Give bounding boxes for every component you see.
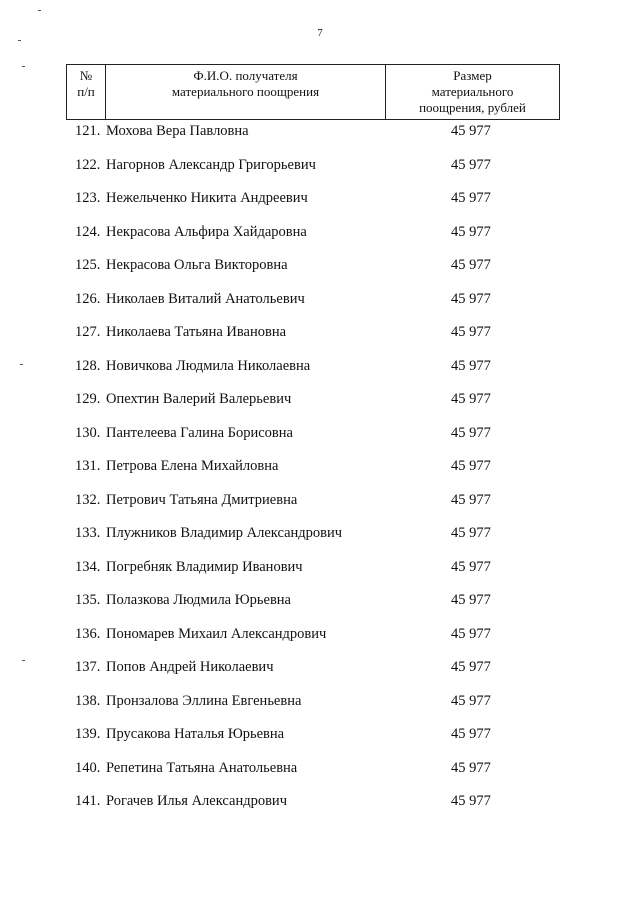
- award-amount: 45 977: [451, 726, 491, 742]
- header-amount-label: Размер: [453, 68, 492, 83]
- table-row: [0, 790, 640, 824]
- table-row: [0, 154, 640, 188]
- recipient-name: Некрасова Ольга Викторовна: [106, 257, 288, 273]
- award-amount: 45 977: [451, 223, 491, 240]
- row-number: 138.: [75, 692, 101, 709]
- recipient-name: Николаев Виталий Анатольевич: [106, 290, 305, 307]
- award-amount: 45 977: [451, 659, 491, 675]
- scan-speck: [22, 66, 25, 67]
- table-row: [0, 589, 640, 623]
- row-number: 141.: [75, 793, 101, 809]
- table-row: [0, 422, 640, 456]
- recipients-list: [0, 120, 640, 824]
- award-amount: 45 977: [451, 525, 491, 541]
- award-amount: 45 977: [451, 156, 491, 173]
- recipient-name: Рогачев Илья Александрович: [106, 793, 287, 809]
- row-number: 130.: [75, 424, 101, 441]
- table-row: [0, 254, 640, 288]
- header-number-label: №: [79, 68, 93, 83]
- row-number: 129.: [75, 391, 101, 407]
- award-amount: 45 977: [451, 257, 491, 273]
- recipient-name: Опехтин Валерий Валерьевич: [106, 391, 292, 407]
- recipient-name: Репетина Татьяна Анатольевна: [106, 759, 298, 776]
- table-row: [0, 522, 640, 556]
- recipient-name: Плужников Владимир Александрович: [106, 525, 343, 541]
- row-number: 132.: [75, 491, 101, 508]
- row-number: 140.: [75, 759, 101, 776]
- award-amount: 45 977: [451, 190, 491, 206]
- table-row: [0, 355, 640, 389]
- recipient-name: Новичкова Людмила Николаевна: [106, 357, 311, 374]
- recipient-name: Нагорнов Александр Григорьевич: [106, 156, 316, 173]
- award-amount: 45 977: [451, 424, 491, 441]
- header-amount-column: [385, 65, 559, 119]
- table-row: [0, 288, 640, 322]
- award-amount: 45 977: [451, 625, 491, 642]
- row-number: 123.: [75, 190, 101, 206]
- header-name-column: [105, 65, 385, 119]
- award-amount: 45 977: [451, 558, 491, 575]
- table-row: [0, 690, 640, 724]
- table-row: [0, 656, 640, 690]
- recipient-name: Петрова Елена Михайловна: [106, 458, 279, 474]
- award-amount: 45 977: [451, 759, 491, 776]
- recipient-name: Мохова Вера Павловна: [106, 123, 249, 139]
- award-amount: 45 977: [451, 491, 491, 508]
- row-number: 125.: [75, 257, 101, 273]
- row-number: 126.: [75, 290, 101, 307]
- page-number: 7: [317, 27, 323, 39]
- table-row: [0, 455, 640, 489]
- recipient-name: Петрович Татьяна Дмитриевна: [106, 491, 298, 508]
- table-row: [0, 723, 640, 757]
- recipient-name: Погребняк Владимир Иванович: [106, 558, 303, 575]
- row-number: 124.: [75, 223, 101, 240]
- recipient-name: Николаева Татьяна Ивановна: [106, 324, 287, 340]
- table-row: [0, 187, 640, 221]
- recipient-name: Прусакова Наталья Юрьевна: [106, 726, 285, 742]
- header-name-label: Ф.И.О. получателя: [193, 68, 298, 83]
- table-header: [66, 64, 560, 120]
- row-number: 136.: [75, 625, 101, 642]
- row-number: 121.: [75, 123, 101, 139]
- award-amount: 45 977: [451, 357, 491, 374]
- table-row: [0, 120, 640, 154]
- award-amount: 45 977: [451, 793, 491, 809]
- header-number-column: [67, 65, 105, 119]
- recipient-name: Пономарев Михаил Александрович: [106, 625, 327, 642]
- row-number: 131.: [75, 458, 101, 474]
- row-number: 139.: [75, 726, 101, 742]
- award-amount: 45 977: [451, 458, 491, 474]
- scan-speck: [38, 10, 41, 11]
- header-amount-unit: поощрения, рублей: [419, 100, 526, 115]
- award-amount: 45 977: [451, 391, 491, 407]
- header-number-sublabel: п/п: [77, 84, 95, 99]
- header-name-sublabel: материального поощрения: [171, 84, 320, 99]
- row-number: 135.: [75, 592, 101, 608]
- row-number: 134.: [75, 558, 101, 575]
- row-number: 133.: [75, 525, 101, 541]
- recipient-name: Некрасова Альфира Хайдаровна: [106, 223, 307, 240]
- table-row: [0, 321, 640, 355]
- header-amount-sublabel: материального: [431, 84, 514, 99]
- recipient-name: Пантелеева Галина Борисовна: [106, 424, 293, 441]
- row-number: 128.: [75, 357, 101, 374]
- award-amount: 45 977: [451, 324, 491, 340]
- row-number: 127.: [75, 324, 101, 340]
- award-amount: 45 977: [451, 692, 491, 709]
- award-amount: 45 977: [451, 592, 491, 608]
- award-amount: 45 977: [451, 290, 491, 307]
- table-row: [0, 556, 640, 590]
- row-number: 122.: [75, 156, 101, 173]
- recipient-name: Нежельченко Никита Андреевич: [106, 190, 308, 206]
- table-row: [0, 489, 640, 523]
- table-row: [0, 623, 640, 657]
- row-number: 137.: [75, 659, 101, 675]
- recipient-name: Полазкова Людмила Юрьевна: [106, 592, 291, 608]
- award-amount: 45 977: [451, 123, 491, 139]
- recipient-name: Попов Андрей Николаевич: [106, 659, 274, 675]
- table-row: [0, 757, 640, 791]
- table-row: [0, 221, 640, 255]
- table-row: [0, 388, 640, 422]
- scan-speck: [18, 40, 21, 41]
- recipient-name: Пронзалова Эллина Евгеньевна: [106, 692, 302, 709]
